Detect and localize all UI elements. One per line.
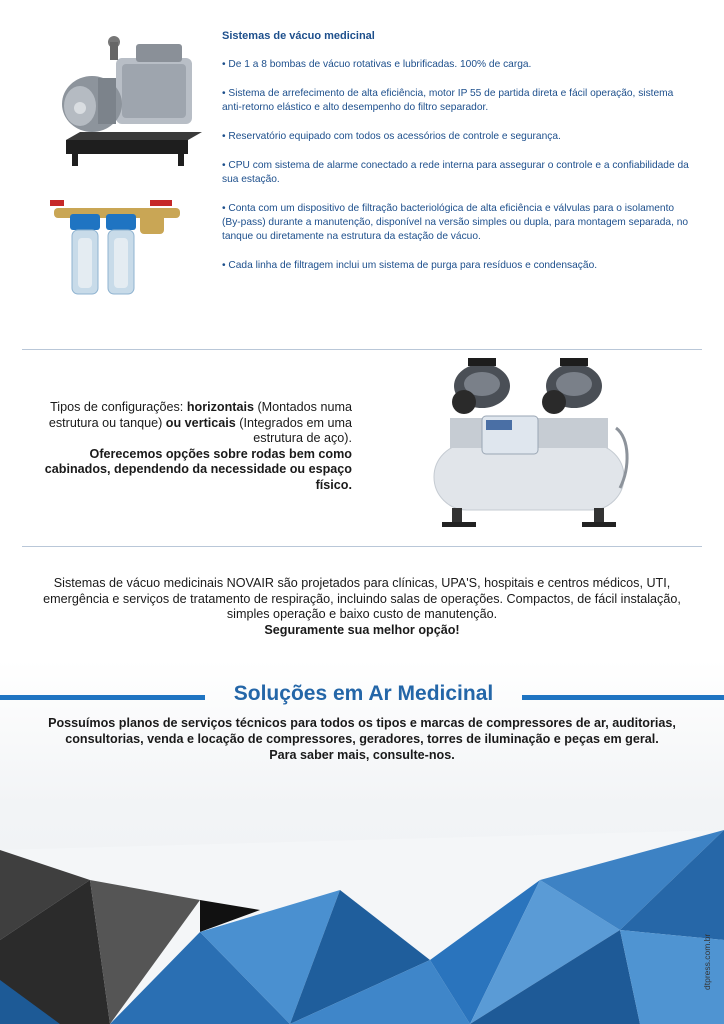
contact-cta: Para saber mais, consulte-nos. <box>269 748 455 762</box>
title-band-right <box>522 695 724 700</box>
list-item: • De 1 a 8 bombas de vácuo rotativas e lubrificadas. 100% de carga. <box>222 58 692 72</box>
compressor-tank-image <box>424 358 634 532</box>
list-item: • Cada linha de filtragem inclui um sistema de purga para resíduos e condensação. <box>222 259 692 273</box>
configuration-options: Oferecemos opções sobre rodas bem como cabinados, dependendo da necessidade ou espaço físico. <box>44 446 352 492</box>
geometric-pattern <box>0 820 724 1024</box>
list-item: • Reservatório equipado com todos os acessórios de controle e segurança. <box>222 130 692 144</box>
divider <box>22 349 702 350</box>
bacteria-filter-image <box>50 190 184 302</box>
tagline: Seguramente sua melhor opção! <box>264 622 460 637</box>
novair-description: Sistemas de vácuo medicinais NOVAIR são projetados para clínicas, UPA'S, hospitais e centros médicos, UTI, emergência e serviços de tratamento de respiração, incluindo salas de operações. Compactos, de fácil instalação, simples operação e baixo custo de manutenção. Seguramente sua melhor opção! <box>22 576 702 638</box>
list-item: • Conta com um dispositivo de filtração bacteriológica de alta eficiência e válvulas para o isolamento (By-pass) durante a manutenção, disponível na versão simples ou dupla, para montagem separada, no tanque ou diretamente na estrutura da estação de vácuo. <box>222 202 692 244</box>
configuration-types-text: Tipos de configurações: horizontais (Montados numa estrutura ou tanque) ou verticais (Integrados em uma estrutura de aço). Oferecemos opções sobre rodas bem como cabinados, dependendo da necessidade ou espaço físico. <box>40 400 352 493</box>
vacuum-pump-image <box>52 28 204 168</box>
services-text: Possuímos planos de serviços técnicos para todos os tipos e marcas de compressores de ar, auditorias, consultorias, venda e locação de compressores, geradores, torres de iluminação e peças em geral. Para saber mais, consulte-nos. <box>22 715 702 763</box>
list-item: • CPU com sistema de alarme conectado a rede interna para assegurar o controle e a confiabilidade da sua estação. <box>222 159 692 187</box>
vacuum-systems-title: Sistemas de vácuo medicinal <box>222 30 375 42</box>
medical-air-title: Soluções em Ar Medicinal <box>233 682 494 705</box>
list-item: • Sistema de arrefecimento de alta eficiência, motor IP 55 de partida direta e fácil operação, sistema anti-retorno elástico e alto desempenho do filtro separador. <box>222 87 692 115</box>
title-band-left <box>0 695 205 700</box>
divider <box>22 546 702 547</box>
vacuum-features-list <box>222 58 692 288</box>
credit-text: dtpress.com.br <box>702 933 712 990</box>
